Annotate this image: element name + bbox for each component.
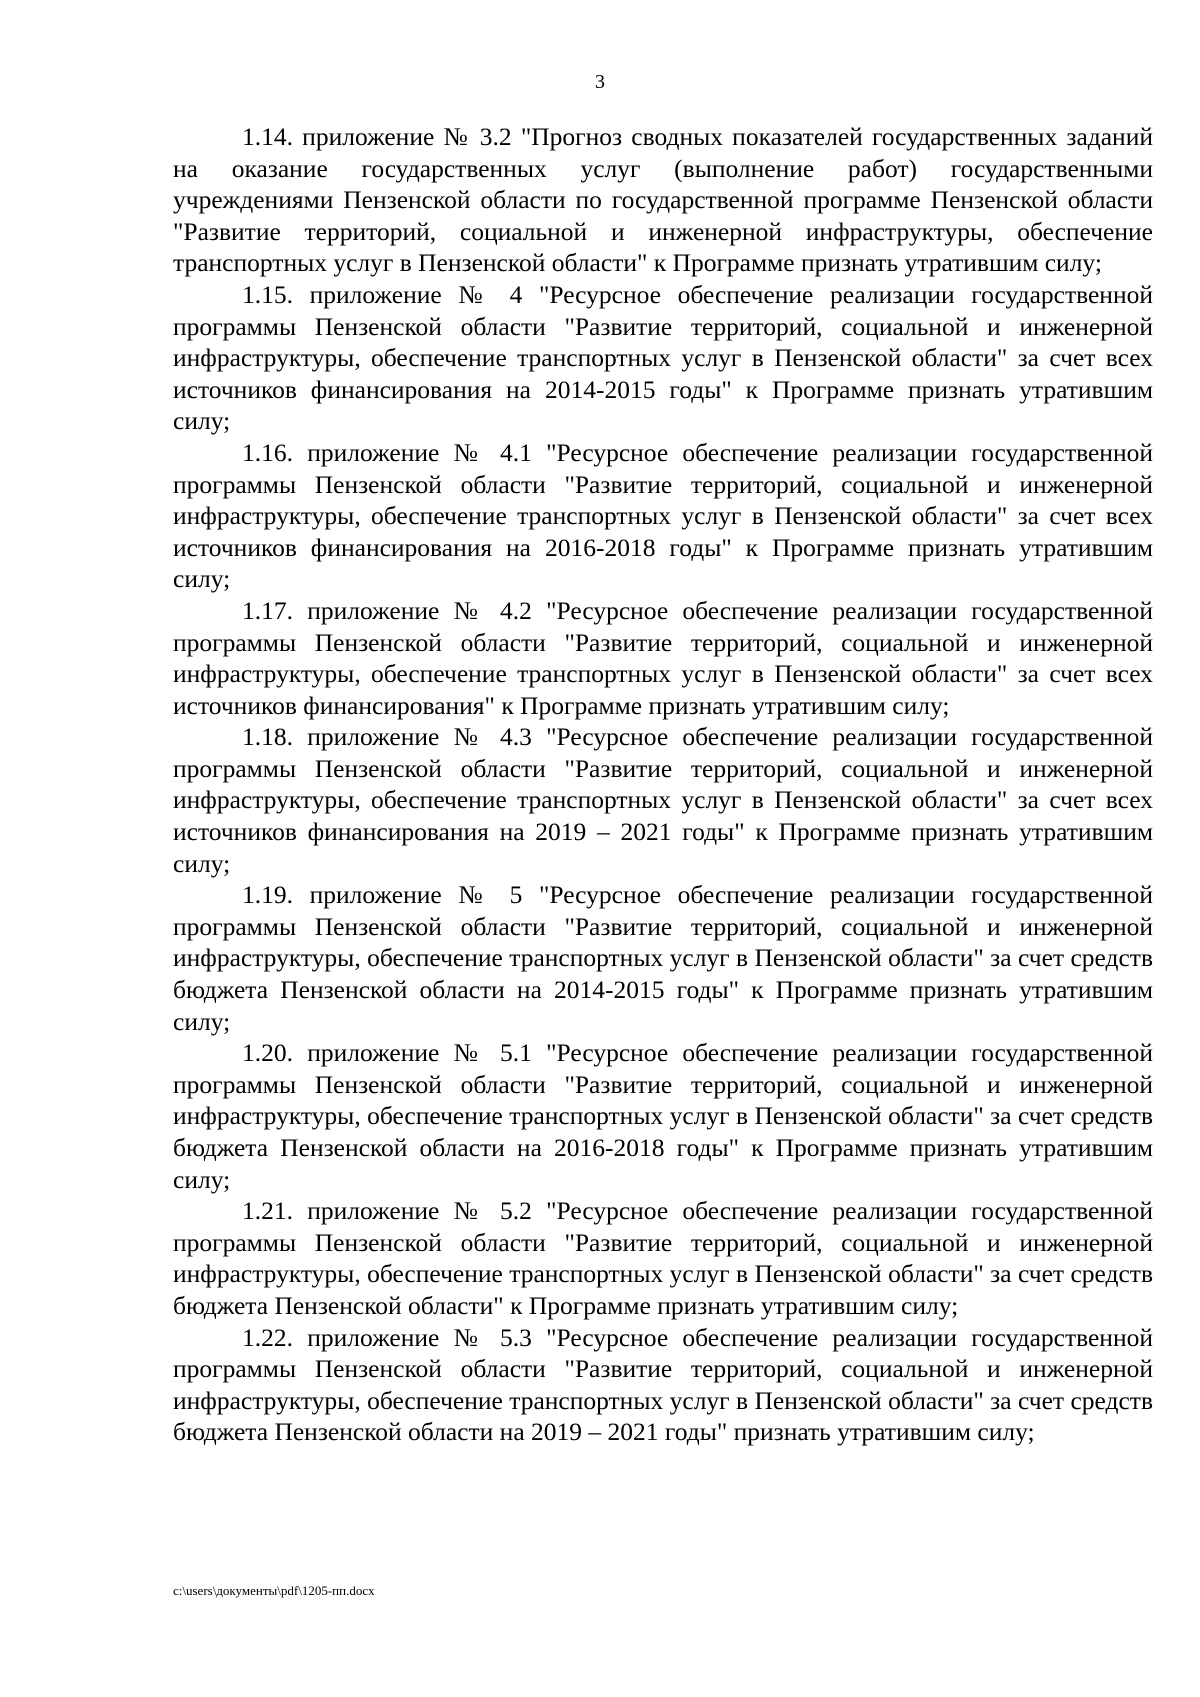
footer-file-path: c:\users\документы\pdf\1205-пп.docx (173, 1583, 375, 1598)
list-item: 1.18. приложение № 4.3 "Ресурсное обеспечение реализации государственной программы Пензенской области "Развитие территорий, социальной и инженерной инфраструктуры, обеспечение транспортных услуг в Пензенской области" за счет всех источников финансирования на 2019 – 2021 годы" к Программе признать утратившим силу; (173, 722, 1153, 878)
list-item: 1.19. приложение № 5 "Ресурсное обеспечение реализации государственной программы Пензенской области "Развитие территорий, социальной и инженерной инфраструктуры, обеспечение транспортных услуг в Пензенской области" за счет средств бюджета Пензенской области на 2014-2015 годы" к Программе признать утратившим силу; (173, 880, 1153, 1036)
list-item: 1.21. приложение № 5.2 "Ресурсное обеспечение реализации государственной программы Пензенской области "Развитие территорий, социальной и инженерной инфраструктуры, обеспечение транспортных услуг в Пензенской области" за счет средств бюджета Пензенской области" к Программе признать утратившим силу; (173, 1196, 1153, 1320)
list-item: 1.20. приложение № 5.1 "Ресурсное обеспечение реализации государственной программы Пензенской области "Развитие территорий, социальной и инженерной инфраструктуры, обеспечение транспортных услуг в Пензенской области" за счет средств бюджета Пензенской области на 2016-2018 годы" к Программе признать утратившим силу; (173, 1038, 1153, 1194)
list-item: 1.14. приложение № 3.2 "Прогноз сводных показателей государственных заданий на оказание государственных услуг (выполнение работ) государственными учреждениями Пензенской области по государственной программе Пензенской области "Развитие территорий, социальной и инженерной инфраструктуры, обеспечение транспортных услуг в Пензенской области" к Программе признать утратившим силу; (173, 122, 1153, 278)
list-item: 1.22. приложение № 5.3 "Ресурсное обеспечение реализации государственной программы Пензенской области "Развитие территорий, социальной и инженерной инфраструктуры, обеспечение транспортных услуг в Пензенской области" за счет средств бюджета Пензенской области на 2019 – 2021 годы" признать утратившим силу; (173, 1322, 1153, 1447)
list-item: 1.16. приложение № 4.1 "Ресурсное обеспечение реализации государственной программы Пензенской области "Развитие территорий, социальной и инженерной инфраструктуры, обеспечение транспортных услуг в Пензенской области" за счет всех источников финансирования на 2016-2018 годы" к Программе признать утратившим силу; (173, 437, 1153, 594)
page-number: 3 (595, 71, 605, 93)
document-body (173, 121, 1153, 1448)
list-item: 1.17. приложение № 4.2 "Ресурсное обеспечение реализации государственной программы Пензенской области "Развитие территорий, социальной и инженерной инфраструктуры, обеспечение транспортных услуг в Пензенской области" за счет всех источников финансирования" к Программе признать утратившим силу; (173, 595, 1153, 720)
list-item: 1.15. приложение № 4 "Ресурсное обеспечение реализации государственной программы Пензенской области "Развитие территорий, социальной и инженерной инфраструктуры, обеспечение транспортных услуг в Пензенской области" за счет всех источников финансирования на 2014-2015 годы" к Программе признать утратившим силу; (173, 279, 1153, 436)
